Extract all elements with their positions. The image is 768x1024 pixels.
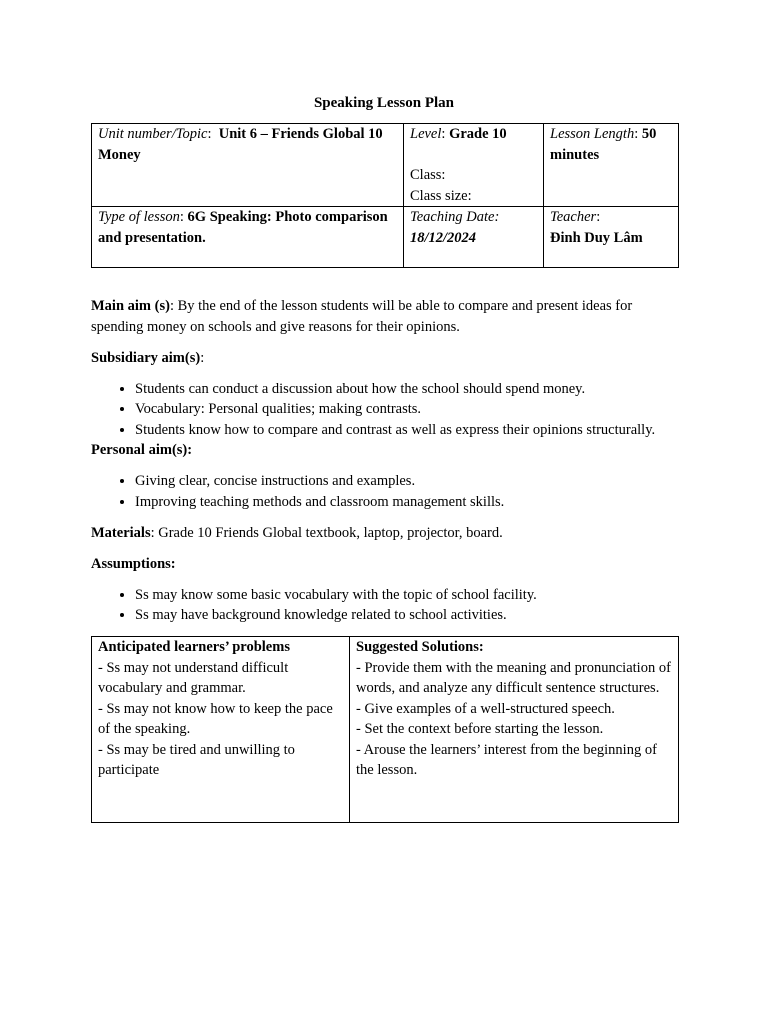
level-cell: Level: Grade 10 Class: Class size: (404, 124, 544, 207)
lesson-type-value: 6G Speaking: Photo comparison and presentation. (98, 209, 388, 246)
problems-solutions-table (91, 636, 679, 823)
teacher-cell: Teacher: Đinh Duy Lâm (544, 207, 679, 268)
list-item: • Improving teaching methods and classroom management skills. (135, 492, 681, 513)
list-item: • Ss may know some basic vocabulary with the topic of school facility. (135, 585, 681, 606)
class-label: Class: (410, 167, 446, 183)
teacher-label: Teacher (550, 209, 597, 225)
teaching-date-label: Teaching Date: (410, 209, 500, 225)
solution-item: - Give examples of a well-structured speech. (356, 700, 615, 717)
problem-item: - Ss may be tired and unwilling to participate (98, 741, 295, 778)
main-aim-paragraph (91, 296, 681, 337)
problem-item: - Ss may not know how to keep the pace of the speaking. (98, 700, 333, 737)
problem-item: - Ss may not understand difficult vocabulary and grammar. (98, 659, 289, 696)
solutions-cell (350, 637, 679, 823)
personal-aims-label: Personal aim(s): (91, 442, 193, 458)
teaching-date-cell (404, 207, 544, 268)
solutions-header: Suggested Solutions: (356, 639, 484, 655)
materials-text: : Grade 10 Friends Global textbook, laptop, projector, board. (150, 524, 503, 541)
personal-aims-list (91, 471, 681, 512)
list-item: • Students know how to compare and contrast as well as express their opinions structurally. (135, 420, 681, 441)
subsidiary-aims-heading (91, 348, 681, 369)
list-item: • Vocabulary: Personal qualities; making contrasts. (135, 399, 681, 420)
assumptions-heading (91, 554, 681, 575)
subsidiary-aims-label: Subsidiary aim(s) (91, 349, 201, 366)
unit-topic-cell: Unit number/Topic: Unit 6 – Friends Global 10 Money (92, 124, 404, 207)
main-aim-label: Main aim (s) (91, 298, 170, 314)
teaching-date-value: 18/12/2024 (410, 229, 477, 246)
subsidiary-aims-list (91, 379, 681, 441)
lesson-length-cell: Lesson Length: 50 minutes (544, 124, 679, 207)
unit-topic-label: Unit number/Topic (98, 126, 208, 142)
solution-item: - Provide them with the meaning and pronunciation of words, and analyze any difficult sentence structures. (356, 659, 671, 696)
level-label: Level (410, 126, 442, 142)
lesson-type-cell: Type of lesson: 6G Speaking: Photo comparison and presentation. (92, 207, 404, 268)
assumptions-list (91, 585, 681, 626)
level-value: Grade 10 (449, 126, 507, 142)
list-item: • Students can conduct a discussion about how the school should spend money. (135, 379, 681, 400)
class-size-label: Class size: (410, 187, 472, 204)
main-aim-text: : By the end of the lesson students will be able to compare and present ideas for spending money on schools and give reasons for their opinions. (91, 298, 633, 335)
solution-item: - Arouse the learners’ interest from the beginning of the lesson. (356, 741, 657, 778)
solution-item: - Set the context before starting the lesson. (356, 721, 604, 737)
assumptions-label: Assumptions: (91, 555, 176, 572)
lesson-type-label: Type of lesson (98, 209, 180, 225)
document-title: Speaking Lesson Plan (313, 95, 455, 111)
unit-topic-value: Unit 6 – Friends Global 10 (218, 126, 383, 142)
problems-cell (92, 637, 350, 823)
list-item: • Ss may have background knowledge related to school activities. (135, 605, 681, 626)
problems-header: Anticipated learners’ problems (98, 639, 290, 655)
lesson-length-label: Lesson Length (550, 126, 635, 142)
materials-label: Materials (91, 524, 151, 541)
lesson-length-value: 50 minutes (550, 126, 657, 163)
lesson-info-table (91, 123, 679, 268)
subsidiary-aims-colon: : (200, 349, 205, 366)
personal-aims-heading (91, 440, 681, 461)
materials-paragraph (91, 523, 681, 544)
lesson-body (91, 296, 681, 626)
list-item: • Giving clear, concise instructions and examples. (135, 471, 681, 492)
unit-topic-value-line2: Money (98, 146, 141, 163)
teacher-value: Đinh Duy Lâm (550, 229, 643, 246)
